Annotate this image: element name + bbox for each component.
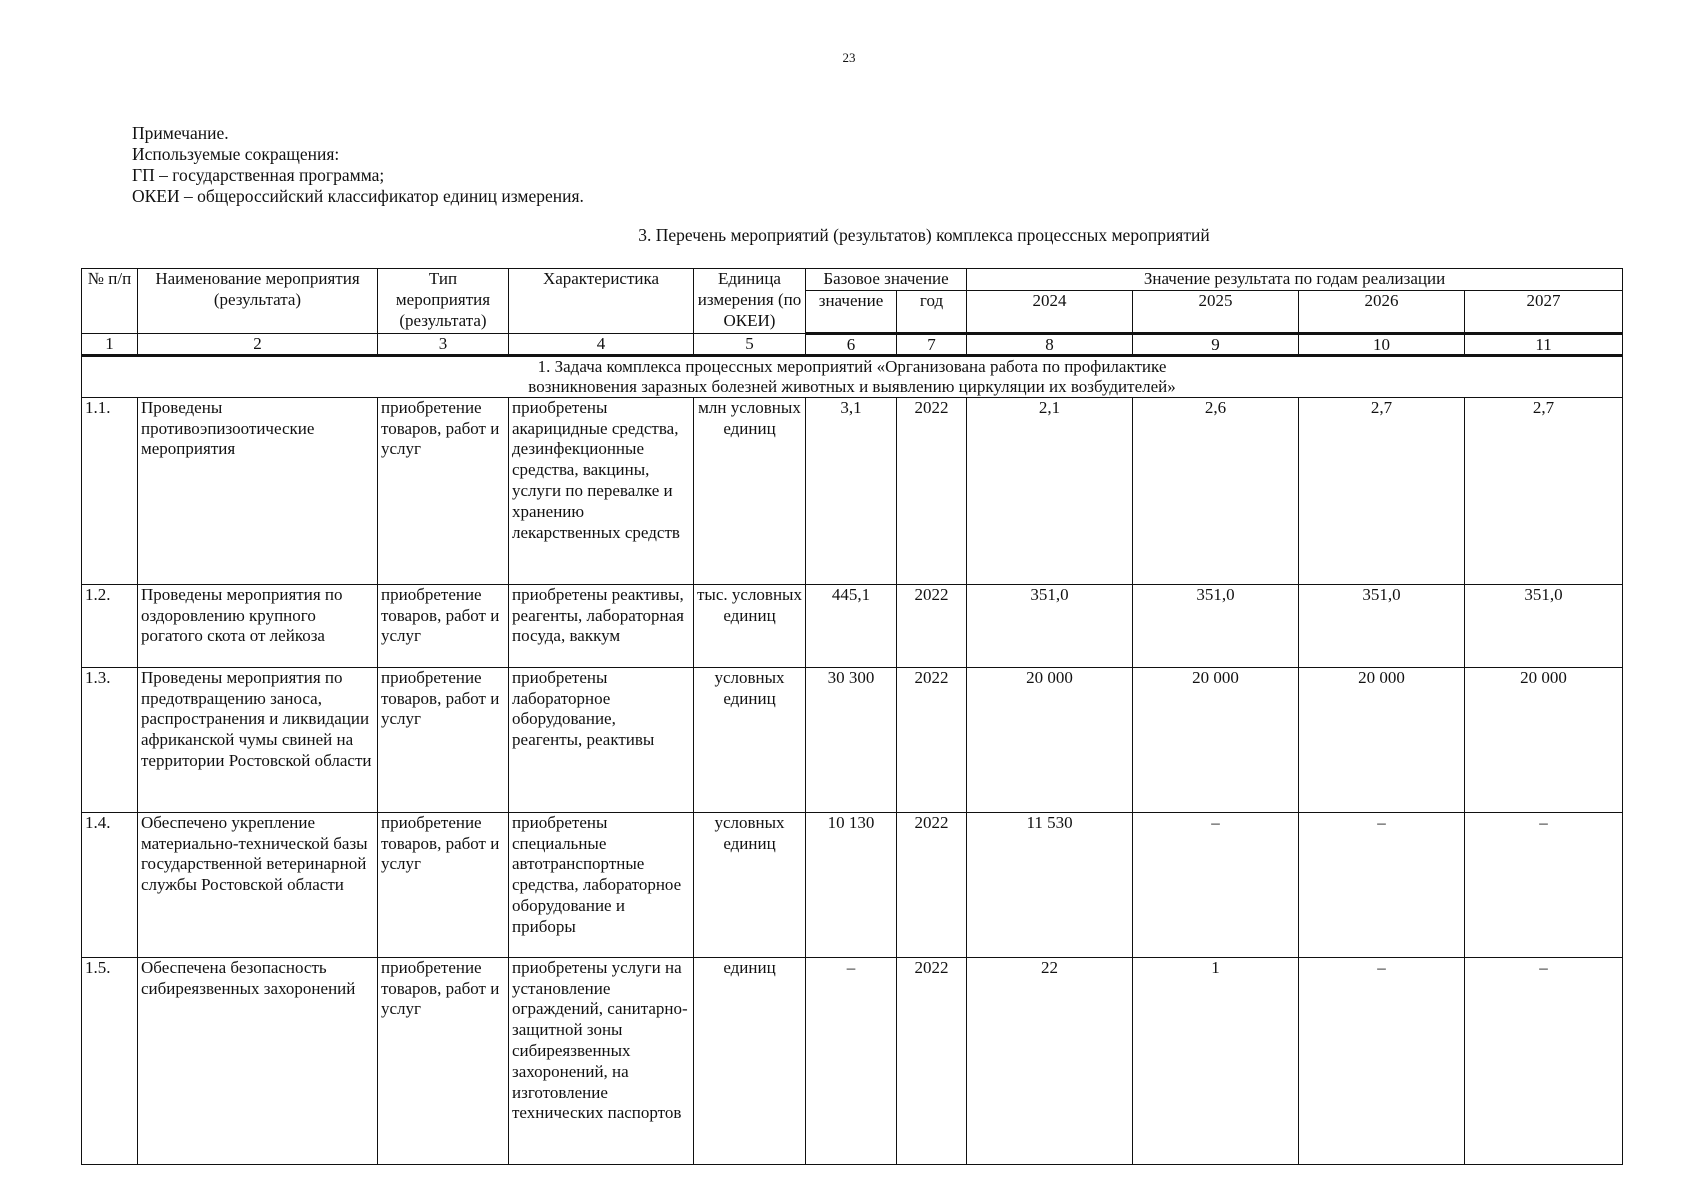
column-number: 7 xyxy=(897,333,967,355)
row-characteristic: приобретены реактивы, реагенты, лабораторная посуда, ваккум xyxy=(509,584,694,667)
note-line: ОКЕИ – общероссийский классификатор единиц измерения. xyxy=(132,186,584,206)
header-unit: Единица измерения (по ОКЕИ) xyxy=(694,269,806,334)
column-number: 8 xyxy=(967,333,1133,355)
measures-table xyxy=(81,268,1623,1165)
row-value-2025: 2,6 xyxy=(1133,397,1299,584)
row-base-year: 2022 xyxy=(897,812,967,957)
row-type: приобретение товаров, работ и услуг xyxy=(378,397,509,584)
row-value-2026: – xyxy=(1299,812,1465,957)
column-number: 3 xyxy=(378,333,509,355)
header-name: Наименование мероприятия (результата) xyxy=(138,269,378,334)
header-years-group: Значение результата по годам реализации xyxy=(967,269,1623,291)
header-year: 2025 xyxy=(1133,290,1299,333)
header-year: 2024 xyxy=(967,290,1133,333)
table-row xyxy=(82,584,1623,667)
row-value-2024: 20 000 xyxy=(967,667,1133,812)
note-line: Используемые сокращения: xyxy=(132,144,340,164)
row-name: Обеспечено укрепление материально-технической базы государственной ветеринарной службы Ростовской области xyxy=(138,812,378,957)
note-block xyxy=(132,123,584,207)
column-number: 1 xyxy=(82,333,138,355)
page-number: 23 xyxy=(842,50,856,65)
row-base-value: – xyxy=(806,957,897,1164)
row-unit: млн условных единиц xyxy=(694,397,806,584)
row-value-2026: – xyxy=(1299,957,1465,1164)
row-value-2026: 351,0 xyxy=(1299,584,1465,667)
row-base-value: 30 300 xyxy=(806,667,897,812)
column-number: 5 xyxy=(694,333,806,355)
row-value-2027: 351,0 xyxy=(1465,584,1623,667)
column-number: 2 xyxy=(138,333,378,355)
row-characteristic: приобретены специальные автотранспортные средства, лабораторное оборудование и приборы xyxy=(509,812,694,957)
table-row xyxy=(82,957,1623,1164)
row-base-year: 2022 xyxy=(897,584,967,667)
header-characteristic: Характеристика xyxy=(509,269,694,334)
row-characteristic: приобретены акарицидные средства, дезинфекционные средства, вакцины, услуги по перевалке и хранению лекарственных средств xyxy=(509,397,694,584)
column-number-row xyxy=(82,333,1623,355)
row-type: приобретение товаров, работ и услуг xyxy=(378,667,509,812)
section-title: 3. Перечень мероприятий (результатов) комплекса процессных мероприятий xyxy=(638,225,1210,245)
header-row xyxy=(82,269,1623,291)
table-row xyxy=(82,397,1623,584)
row-name: Обеспечена безопасность сибиреязвенных захоронений xyxy=(138,957,378,1164)
row-value-2025: 351,0 xyxy=(1133,584,1299,667)
row-value-2024: 11 530 xyxy=(967,812,1133,957)
header-base-value: значение xyxy=(806,290,897,333)
row-base-year: 2022 xyxy=(897,667,967,812)
row-base-year: 2022 xyxy=(897,397,967,584)
row-base-value: 10 130 xyxy=(806,812,897,957)
row-value-2024: 351,0 xyxy=(967,584,1133,667)
table-row xyxy=(82,667,1623,812)
row-num: 1.4. xyxy=(82,812,138,957)
row-name: Проведены противоэпизоотические мероприятия xyxy=(138,397,378,584)
row-characteristic: приобретены лабораторное оборудование, реагенты, реактивы xyxy=(509,667,694,812)
column-number: 9 xyxy=(1133,333,1299,355)
row-value-2024: 22 xyxy=(967,957,1133,1164)
row-value-2027: – xyxy=(1465,957,1623,1164)
row-base-value: 445,1 xyxy=(806,584,897,667)
row-value-2027: – xyxy=(1465,812,1623,957)
note-line: Примечание. xyxy=(132,123,229,143)
column-number: 11 xyxy=(1465,333,1623,355)
row-num: 1.5. xyxy=(82,957,138,1164)
row-value-2025: – xyxy=(1133,812,1299,957)
row-unit: условных единиц xyxy=(694,667,806,812)
row-num: 1.2. xyxy=(82,584,138,667)
row-base-year: 2022 xyxy=(897,957,967,1164)
row-value-2027: 2,7 xyxy=(1465,397,1623,584)
header-num: № п/п xyxy=(82,269,138,334)
row-value-2026: 20 000 xyxy=(1299,667,1465,812)
row-value-2024: 2,1 xyxy=(967,397,1133,584)
task-line: 1. Задача комплекса процессных мероприятий «Организована работа по профилактике xyxy=(537,356,1167,376)
task-row xyxy=(82,355,1623,397)
row-name: Проведены мероприятия по оздоровлению крупного рогатого скота от лейкоза xyxy=(138,584,378,667)
column-number: 6 xyxy=(806,333,897,355)
header-year: 2027 xyxy=(1465,290,1623,333)
row-unit: тыс. условных единиц xyxy=(694,584,806,667)
row-unit: единиц xyxy=(694,957,806,1164)
row-value-2025: 1 xyxy=(1133,957,1299,1164)
row-name: Проведены мероприятия по предотвращению заноса, распространения и ликвидации африканской чумы свиней на территории Ростовской области xyxy=(138,667,378,812)
row-base-value: 3,1 xyxy=(806,397,897,584)
header-base: Базовое значение xyxy=(806,269,967,291)
row-value-2027: 20 000 xyxy=(1465,667,1623,812)
row-type: приобретение товаров, работ и услуг xyxy=(378,812,509,957)
header-base-year: год xyxy=(897,290,967,333)
row-num: 1.1. xyxy=(82,397,138,584)
row-value-2026: 2,7 xyxy=(1299,397,1465,584)
row-unit: условных единиц xyxy=(694,812,806,957)
task-cell xyxy=(82,355,1623,397)
row-characteristic: приобретены услуги на установление ограждений, санитарно-защитной зоны сибиреязвенных захоронений, на изготовление технических паспортов xyxy=(509,957,694,1164)
column-number: 4 xyxy=(509,333,694,355)
row-num: 1.3. xyxy=(82,667,138,812)
header-type: Тип мероприятия (результата) xyxy=(378,269,509,334)
row-type: приобретение товаров, работ и услуг xyxy=(378,957,509,1164)
row-value-2025: 20 000 xyxy=(1133,667,1299,812)
note-line: ГП – государственная программа; xyxy=(132,165,385,185)
header-year: 2026 xyxy=(1299,290,1465,333)
table-row xyxy=(82,812,1623,957)
row-type: приобретение товаров, работ и услуг xyxy=(378,584,509,667)
column-number: 10 xyxy=(1299,333,1465,355)
task-line: возникновения заразных болезней животных и выявлению циркуляции их возбудителей» xyxy=(528,376,1176,396)
